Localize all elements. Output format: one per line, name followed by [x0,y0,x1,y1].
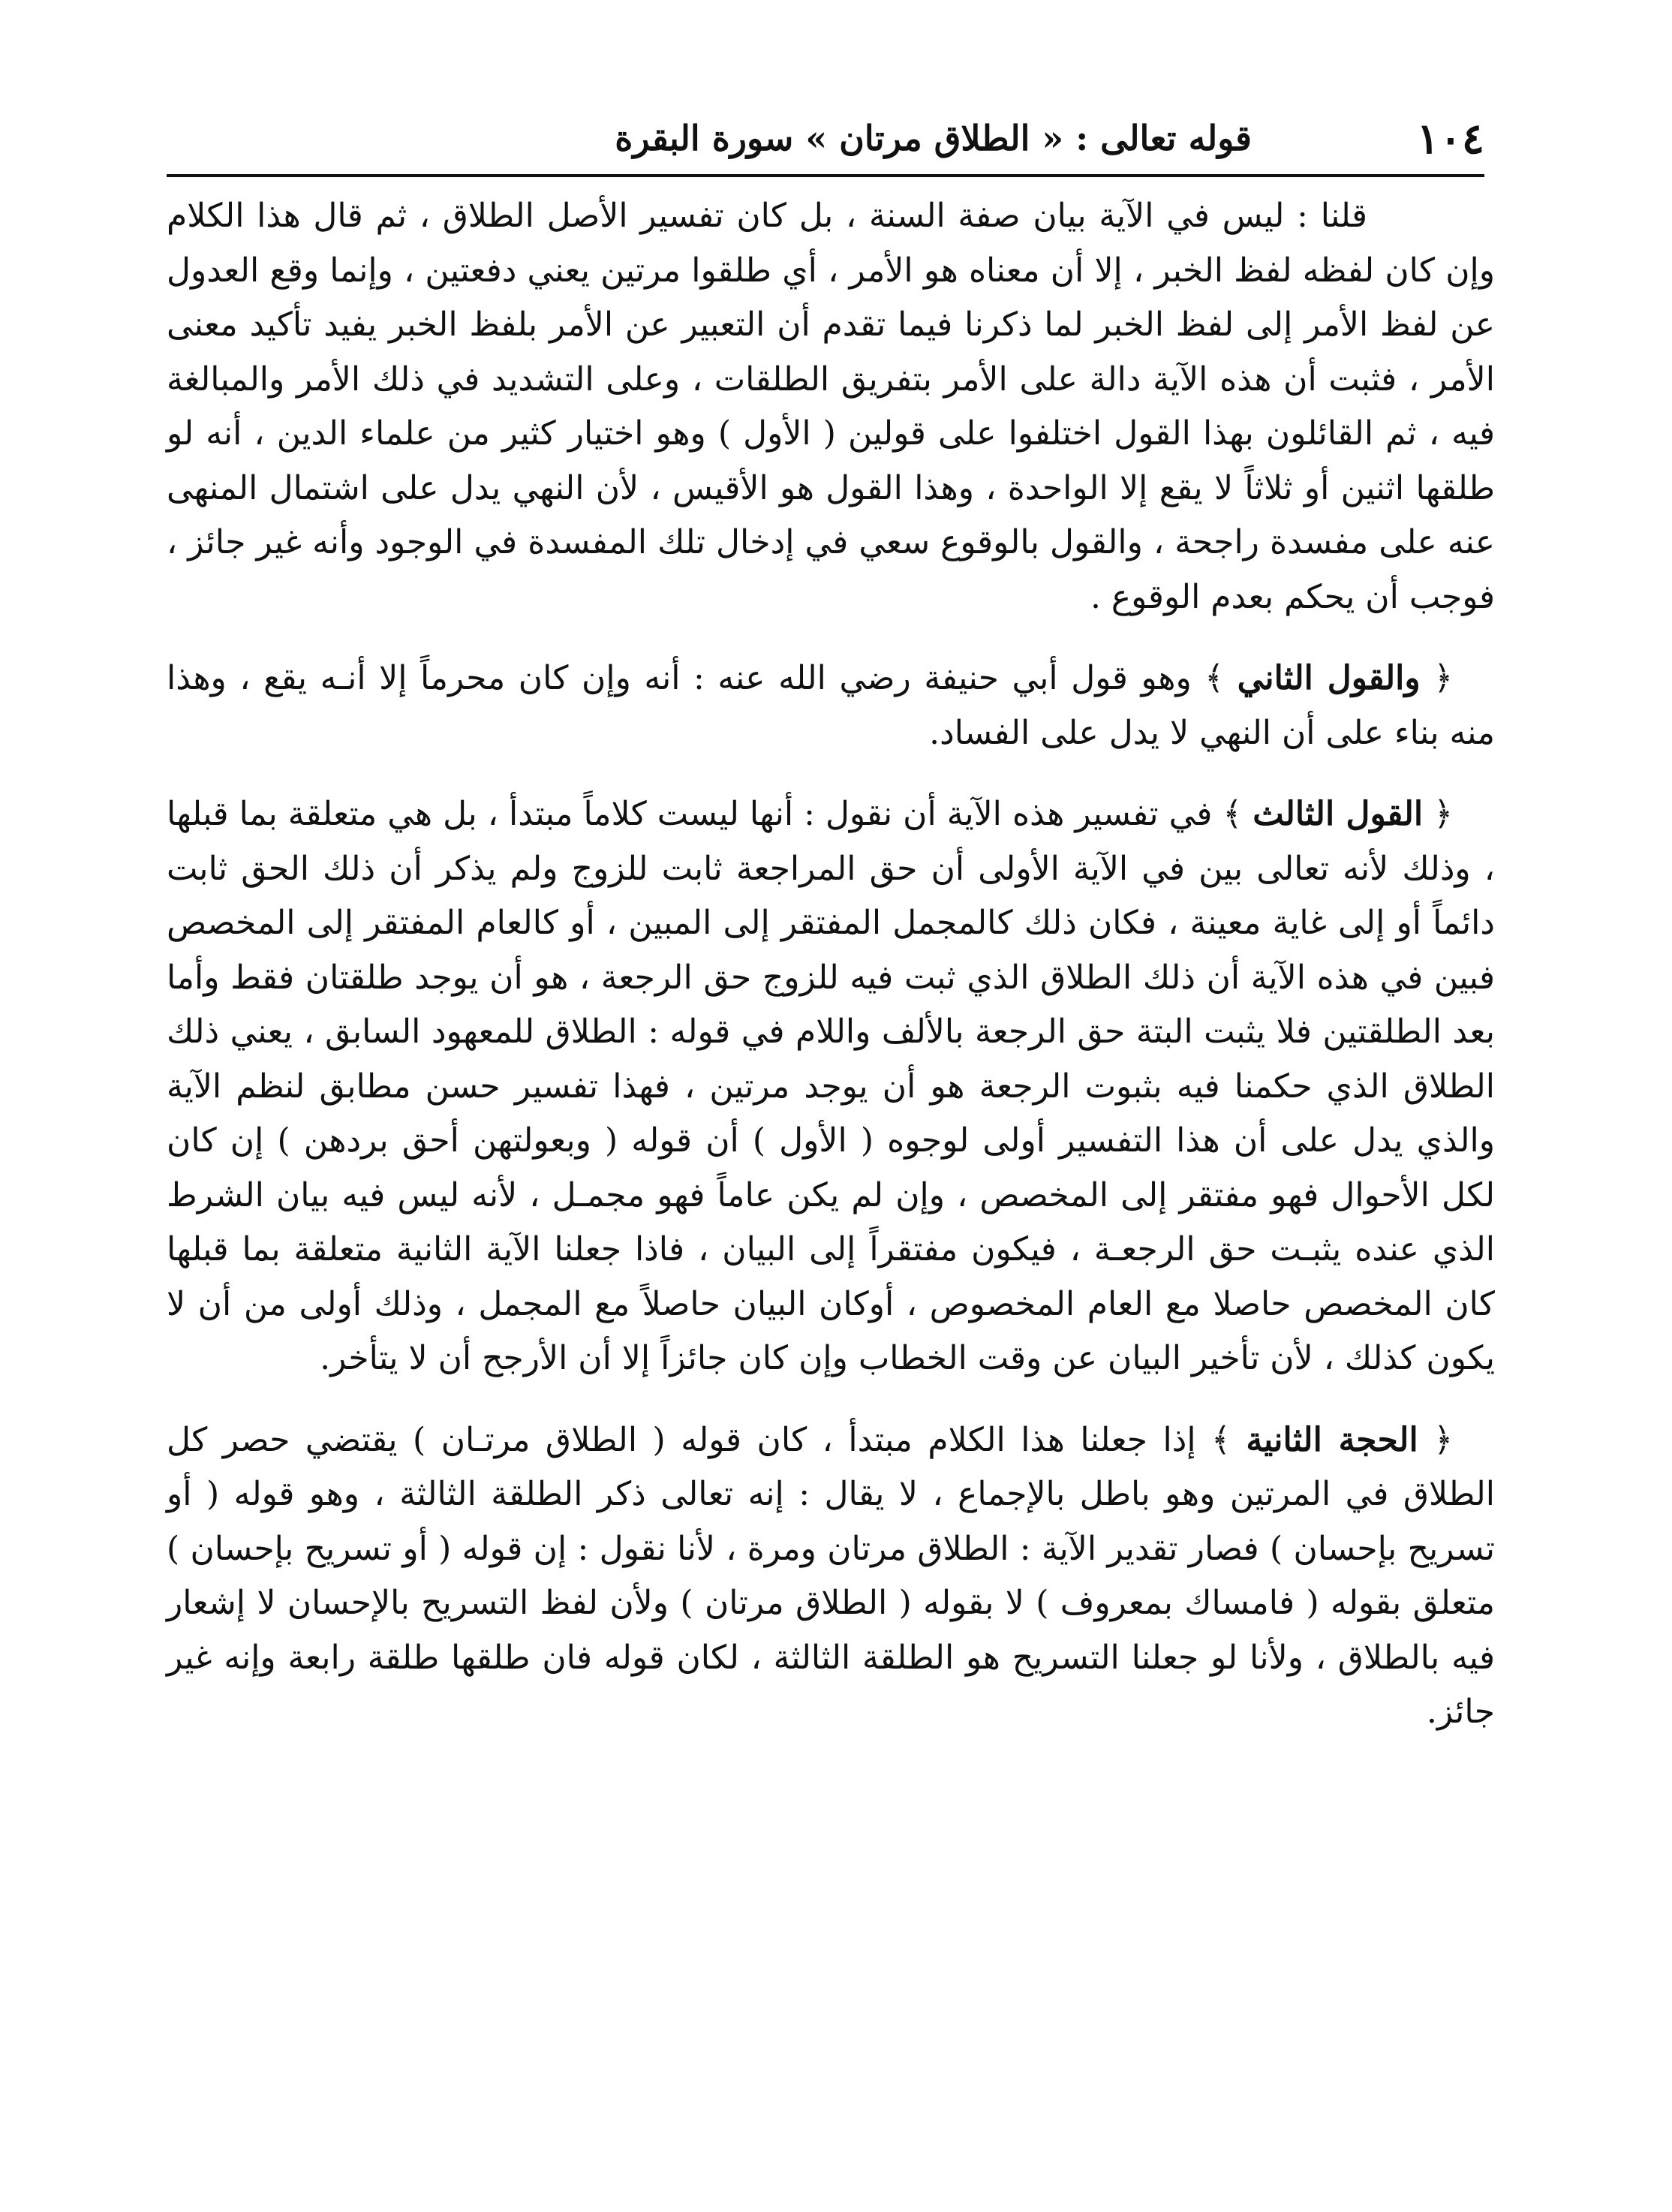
paragraph-3-text: في تفسير هذه الآية أن نقول : أنها ليست كلاماً مبتدأ ، بل هي متعلقة بما قبلها ، وذلك لأنه تعالى بين في الآية الأولى أن حق المراجعة ثابت للزوج ولم يذكر أن ذلك الحق ثابت دائماً أو إلى غاية معينة ، فكان ذلك كالمجمل المفتقر إلى المبين ، أو كالعام المفتقر إلى المخصص فبين في هذه الآية أن ذلك الطلاق الذي ثبت فيه للزوج حق الرجعة ، هو أن يوجد طلقتان فقط وأما بعد الطلقتين فلا يثبت البتة حق الرجعة بالألف واللام في قوله : الطلاق للمعهود السابق ، يعني ذلك الطلاق الذي حكمنا فيه بثبوت الرجعة هو أن يوجد مرتين ، فهذا تفسير حسن مطابق لنظم الآية والذي يدل على أن هذا التفسير أولى لوجوه ( الأول ) أن قوله ( وبعولتهن أحق بردهن ) إن كان لكل الأحوال فهو مفتقر إلى المخصص ، وإن لم يكن عاماً فهو مجمـل ، لأنه ليس فيه بيان الشرط الذي عنده يثبـت حق الرجعـة ، فيكون مفتقراً إلى البيان ، فاذا جعلنا الآية الثانية متعلقة بما قبلها كان المخصص حاصلا مع العام المخصوص ، أوكان البيان حاصلاً مع المجمل ، وذلك أولى من أن لا يكون كذلك ، لأن تأخير البيان عن وقت الخطاب وإن كان جائزاً إلا أن الأرجح أن لا يتأخر. [167,795,1495,1377]
paragraph-1 [167,189,1495,624]
paragraph-2-text: وهو قول أبي حنيفة رضي الله عنه : أنه وإن كان محرماً إلا أنـه يقع ، وهذا منه بناء على أن النهي لا يدل على الفساد. [167,659,1495,752]
paragraph-1-text: قلنا : ليس في الآية بيان صفة السنة ، بل كان تفسير الأصل الطلاق ، ثم قال هذا الكلام وإن كان لفظه لفظ الخبر ، إلا أن معناه هو الأمر ، أي طلقوا مرتين يعني دفعتين ، وإنما وقع العدول عن لفظ الأمر إلى لفظ الخبر لما ذكرنا فيما تقدم أن التعبير عن الأمر بلفظ الخبر يفيد تأكيد معنى الأمر ، فثبت أن هذه الآية دالة على الأمر بتفريق الطلقات ، وعلى التشديد في ذلك الأمر والمبالغة فيه ، ثم القائلون بهذا القول اختلفوا على قولين ( الأول ) وهو اختيار كثير من علماء الدين ، أنه لو طلقها اثنين أو ثلاثاً لا يقع إلا الواحدة ، وهذا القول هو الأقيس ، لأن النهي يدل على اشتمال المنهى عنه على مفسدة راجحة ، والقول بالوقوع سعي في إدخال تلك المفسدة في الوجود وأنه غير جائز ، فوجب أن يحكم بعدم الوقوع . [167,197,1495,616]
section-heading: القول الثالث [1252,795,1424,833]
ornate-bracket-open: ﴿ [1433,659,1453,697]
paragraph-4-text: إذا جعلنا هذا الكلام مبتدأ ، كان قوله ( الطلاق مرتـان ) يقتضي حصر كل الطلاق في المرتين وهو باطل بالإجماع ، لا يقال : إنه تعالى ذكر الطلقة الثالثة ، وهو قوله ( أو تسريح بإحسان ) فصار تقدير الآية : الطلاق مرتان ومرة ، لأنا نقول : إن قوله ( أو تسريح بإحسان ) متعلق بقوله ( فامساك بمعروف ) لا بقوله ( الطلاق مرتان ) ولأن لفظ التسريح بالإحسان لا إشعار فيه بالطلاق ، ولأنا لو جعلنا التسريح هو الطلقة الثالثة ، لكان قوله فان طلقها طلقة رابعة وإنه غير جائز. [167,1420,1495,1731]
header-rule [167,174,1484,177]
ornate-bracket-open: ﴿ [1433,795,1453,833]
ornate-bracket-close: ﴾ [1222,795,1243,833]
running-title: قوله تعالى : « الطلاق مرتان » سورة البقرة [615,118,1252,158]
section-heading: والقول الثاني [1237,659,1421,697]
body-text [167,189,1495,1740]
paragraph-2 [167,652,1495,760]
ornate-bracket-close: ﴾ [1211,1420,1231,1459]
section-heading: الحجة الثانية [1246,1420,1418,1459]
ornate-bracket-close: ﴾ [1204,659,1225,697]
page-header [167,111,1484,179]
page-number: ١٠٤ [1416,114,1484,164]
paragraph-4 [167,1413,1495,1740]
ornate-bracket-open: ﴿ [1433,1420,1453,1459]
paragraph-3 [167,787,1495,1386]
